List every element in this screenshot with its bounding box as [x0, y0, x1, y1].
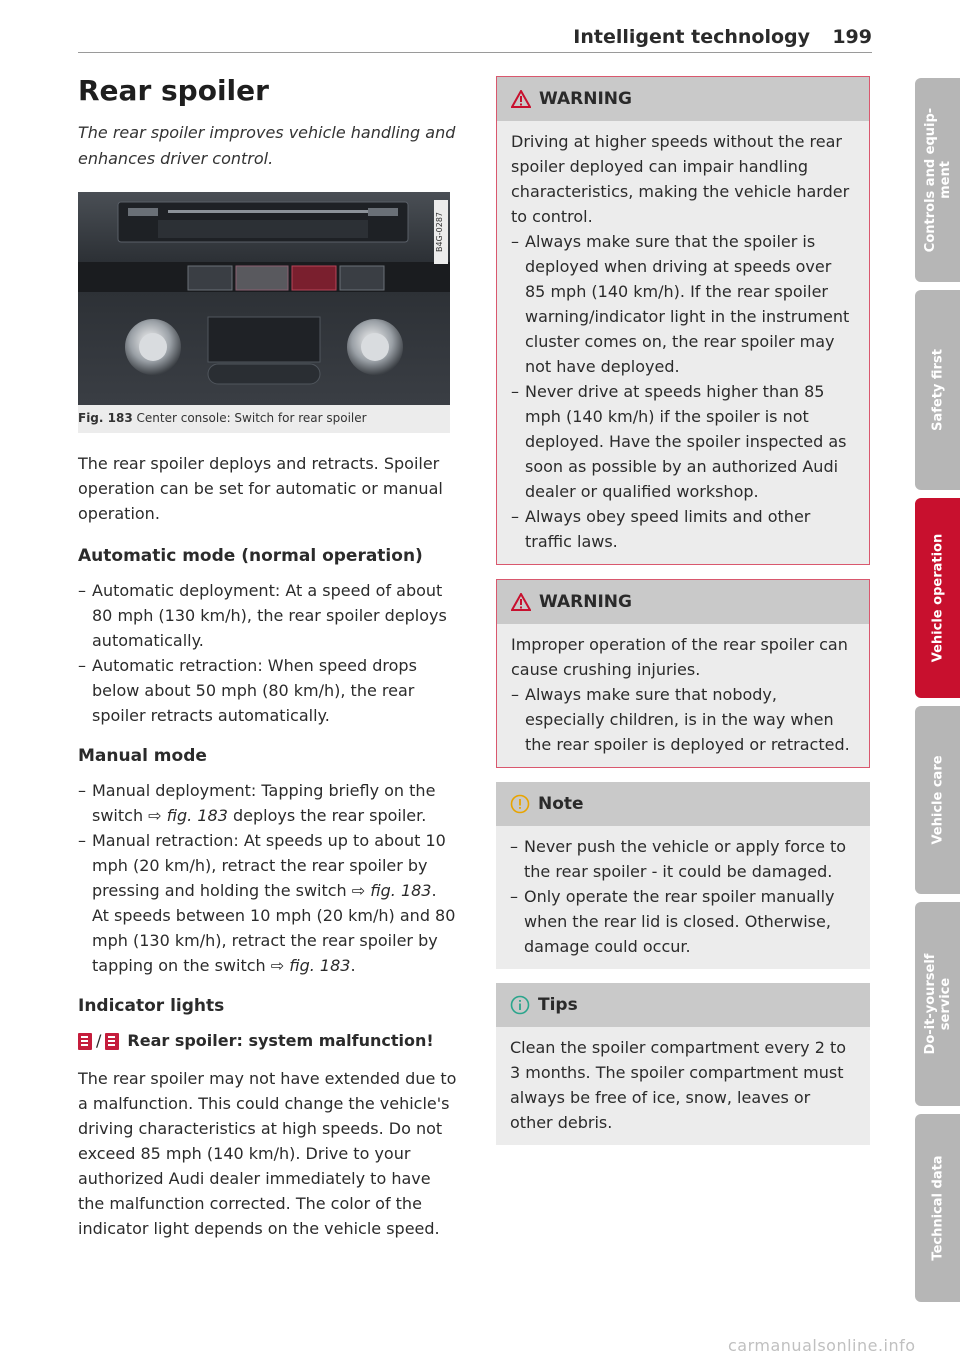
tab-technical-data[interactable] [915, 1114, 960, 1302]
tab-label: Technical data [930, 1155, 945, 1261]
page-number: 199 [832, 26, 872, 48]
list-item: – Never drive at speeds higher than 85 mph (140 km/h) if the spoiler is not deployed. Have the spoiler inspected as soon as possible by an authorized Audi dealer or qualified workshop. [511, 379, 855, 504]
left-column [78, 74, 458, 1259]
note-exclamation-icon [510, 794, 530, 814]
tips-box [496, 983, 870, 1145]
warning-header [497, 77, 869, 121]
figure-reference-link[interactable]: ⇨ fig. 183 [270, 956, 351, 975]
figure-183 [78, 192, 450, 433]
text-run: deploys the rear spoiler. [227, 806, 427, 825]
warning-body [497, 121, 869, 564]
manual-mode-list [78, 778, 458, 978]
automatic-mode-list [78, 578, 458, 728]
warning-body [497, 624, 869, 767]
warning-list [511, 229, 855, 554]
page-title: Rear spoiler [78, 74, 269, 107]
rear-spoiler-warning-icon [78, 1033, 92, 1050]
warning-text: Driving at higher speeds without the rear spoiler deployed can impair handling characteristics, making the vehicle harder to control. [511, 132, 850, 226]
note-list [510, 834, 856, 959]
caption-text: Center console: Switch for rear spoiler [136, 411, 367, 425]
text-run: . At speeds between 10 mph (20 km/h) and 80 mph (130 km/h), retract the rear spoiler by tapping on the switch [92, 881, 456, 975]
spoiler-description: The rear spoiler deploys and retracts. Spoiler operation can be set for automatic or manual operation. [78, 454, 443, 523]
list-item: – Only operate the rear spoiler manually when the rear lid is closed. Otherwise, damage could occur. [510, 884, 856, 959]
section-title: Intelligent technology [573, 26, 810, 48]
warning-triangle-icon [511, 593, 531, 611]
text-run: . [350, 956, 356, 975]
tab-safety-first[interactable] [915, 290, 960, 490]
tab-vehicle-operation[interactable] [915, 498, 960, 698]
tab-do-it-yourself-service[interactable] [915, 902, 960, 1106]
list-item: – Never push the vehicle or apply force to the rear spoiler - it could be damaged. [510, 834, 856, 884]
warning-box-handling [496, 76, 870, 565]
note-label: Note [538, 794, 584, 814]
automatic-mode-heading: Automatic mode (normal operation) [78, 546, 423, 566]
tab-label: Vehicle care [930, 755, 945, 845]
list-item [78, 778, 458, 828]
warning-text: Improper operation of the rear spoiler can cause crushing injuries. [511, 635, 848, 679]
list-item: – Automatic deployment: At a speed of about 80 mph (130 km/h), the rear spoiler deploys automatically. [78, 578, 458, 653]
text-run: Manual retraction: At speeds up to about 10 mph (20 km/h), retract the rear spoiler by pressing and holding the switch [92, 831, 446, 900]
info-icon [510, 995, 530, 1015]
caption-label: Fig. 183 [78, 411, 133, 425]
tips-body [496, 1027, 870, 1145]
indicator-description: The rear spoiler may not have extended due to a malfunction. This could change the vehicle's driving characteristics at high speeds. Do not exceed 85 mph (140 km/h). Drive to your authorized Audi dealer immediately to have the malfunction corrected. The color of the indicator light depends on the vehicle speed. [78, 1069, 457, 1238]
tips-header [496, 983, 870, 1027]
page-header [78, 22, 872, 53]
text-run: Manual deployment: Tapping briefly on the switch [92, 781, 436, 825]
intro-text: The rear spoiler improves vehicle handling and enhances driver control. [78, 123, 456, 168]
warning-box-crushing [496, 579, 870, 768]
indicator-title: Rear spoiler: system malfunction! [127, 1031, 434, 1050]
indicator-lights-heading: Indicator lights [78, 996, 225, 1016]
warning-header [497, 580, 869, 624]
tab-label: Controls and equip- ment [922, 107, 953, 253]
list-item: – Always make sure that nobody, especially children, is in the way when the rear spoiler is deployed or retracted. [511, 682, 855, 757]
warning-label: WARNING [539, 592, 632, 612]
center-console-photo [78, 192, 450, 405]
tab-label: Safety first [930, 349, 945, 431]
figure-reference-link[interactable]: ⇨ fig. 183 [148, 806, 228, 825]
list-item [78, 828, 458, 978]
manual-mode-heading: Manual mode [78, 746, 207, 766]
list-item: – Always make sure that the spoiler is deployed when driving at speeds over 85 mph (140 km/h). If the rear spoiler warning/indicator light in the instrument cluster comes on, the rear spoiler may not have deployed. [511, 229, 855, 379]
indicator-separator: / [96, 1031, 102, 1050]
figure-caption [78, 405, 450, 425]
note-box [496, 782, 870, 969]
warning-triangle-icon [511, 90, 531, 108]
warning-list [511, 682, 855, 757]
tips-label: Tips [538, 995, 578, 1015]
tips-text: Clean the spoiler compartment every 2 to 3 months. The spoiler compartment must always be free of ice, snow, leaves or other debris. [510, 1038, 847, 1132]
tab-controls-and-equipment[interactable] [915, 78, 960, 282]
figure-reference-link[interactable]: ⇨ fig. 183 [351, 881, 432, 900]
indicator-title-row [78, 1028, 458, 1054]
watermark: carmanualsonline.info [728, 1336, 916, 1355]
list-item: – Always obey speed limits and other traffic laws. [511, 504, 855, 554]
rear-spoiler-warning-icon [105, 1033, 119, 1050]
figure-code: B4G-0287 [435, 211, 444, 253]
tab-label: Do-it-yourself service [922, 953, 953, 1055]
tab-label: Vehicle operation [930, 533, 945, 663]
right-column [496, 76, 870, 1159]
tab-vehicle-care[interactable] [915, 706, 960, 894]
note-body [496, 826, 870, 969]
note-header [496, 782, 870, 826]
warning-label: WARNING [539, 89, 632, 109]
list-item: – Automatic retraction: When speed drops below about 50 mph (80 km/h), the rear spoiler retracts automatically. [78, 653, 458, 728]
